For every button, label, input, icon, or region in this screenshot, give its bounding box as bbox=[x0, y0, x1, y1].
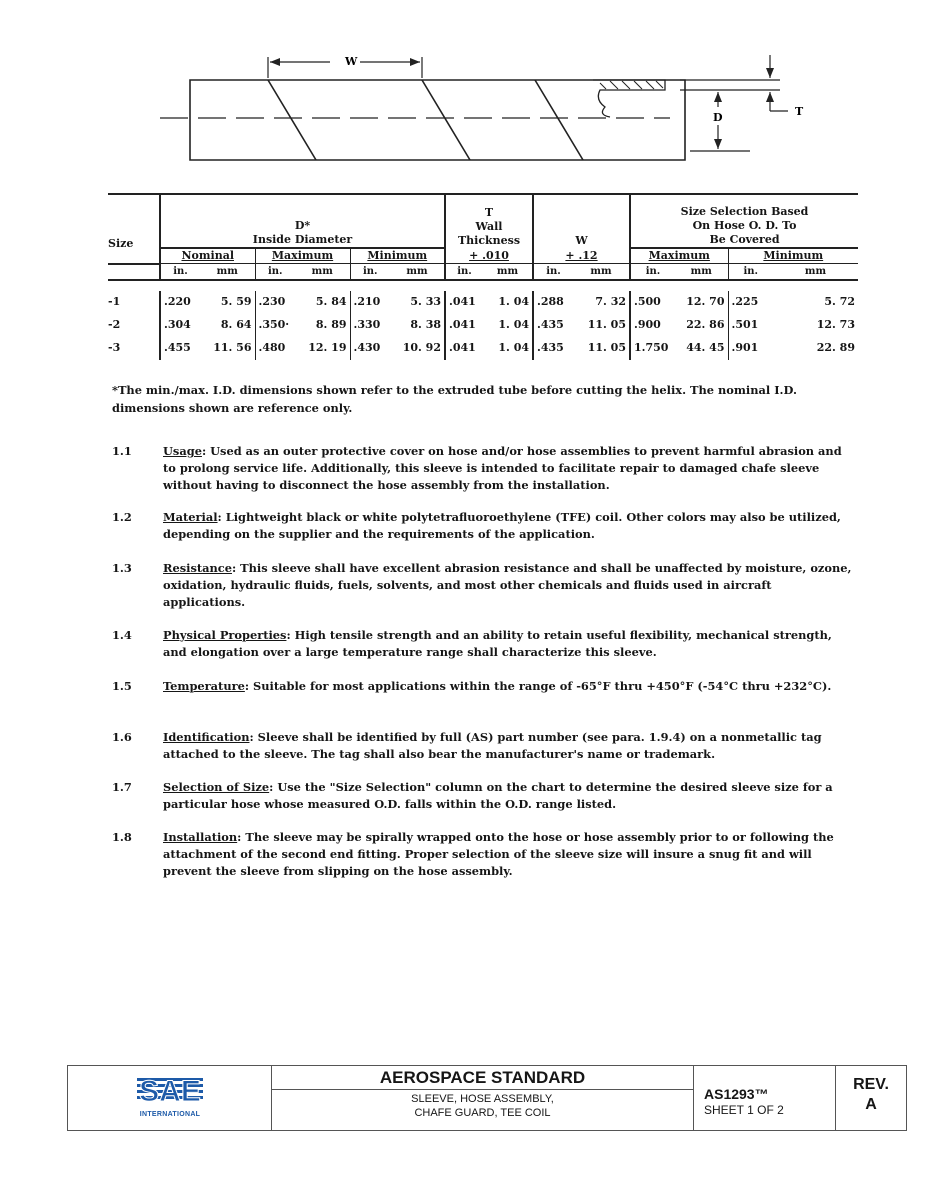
cell: 8. 89 bbox=[315, 318, 347, 331]
paragraph-number: 1.5 bbox=[112, 679, 132, 693]
cell: 11. 56 bbox=[213, 341, 252, 354]
document-title: SLEEVE, HOSE ASSEMBLY, CHAFE GUARD, TEE COIL bbox=[411, 1093, 554, 1119]
cell-size: -1 bbox=[108, 295, 121, 308]
cell: 1.750 bbox=[630, 337, 675, 360]
helix-line-1 bbox=[268, 80, 316, 160]
cell: .041 bbox=[445, 314, 483, 337]
unit-mm: mm bbox=[675, 264, 728, 280]
revision-label: REV. bbox=[853, 1076, 889, 1093]
logo-subtitle: INTERNATIONAL bbox=[139, 1111, 201, 1118]
table-row bbox=[108, 291, 858, 314]
selection-header-2: On Hose O. D. To bbox=[692, 219, 797, 232]
cell: 12. 19 bbox=[308, 341, 347, 354]
cell: .430 bbox=[350, 337, 390, 360]
paragraph-number: 1.7 bbox=[112, 780, 132, 794]
unit-mm: mm bbox=[483, 264, 533, 280]
paragraph-heading: Material bbox=[163, 510, 218, 524]
paragraph-number: 1.1 bbox=[112, 444, 132, 458]
nominal-header: Nominal bbox=[160, 248, 255, 264]
cell: .210 bbox=[350, 291, 390, 314]
cell: .901 bbox=[728, 337, 773, 360]
paragraph-heading: Selection of Size bbox=[163, 780, 270, 794]
sheet-number: SHEET 1 OF 2 bbox=[704, 1103, 784, 1117]
revision-cell bbox=[836, 1066, 906, 1130]
cell: 22. 89 bbox=[816, 341, 855, 354]
sae-logo bbox=[105, 1073, 235, 1121]
svg-text:SAE: SAE bbox=[139, 1075, 201, 1108]
paragraph-text: High tensile strength and an ability to retain useful flexibility, mechanical strength, and elongation over a large temperature range shall characterize this sleeve. bbox=[163, 628, 832, 659]
size-header: Size bbox=[108, 194, 160, 264]
unit-in: in. bbox=[160, 264, 200, 280]
unit-mm: mm bbox=[200, 264, 255, 280]
unit-mm: mm bbox=[390, 264, 445, 280]
cell: .900 bbox=[630, 314, 675, 337]
wall-header-mark: T bbox=[484, 206, 494, 219]
paragraph-heading: Resistance bbox=[163, 561, 232, 575]
cell: 8. 38 bbox=[410, 318, 441, 331]
title-block bbox=[67, 1065, 907, 1131]
wall-header-thickness: Thickness bbox=[457, 234, 521, 247]
paragraph-text: Used as an outer protective cover on hose and/or hose assemblies to prevent harmful abrasion and to prolong service life. Additionally, this sleeve is intended to facilitate repair to damaged chafe sleeve without having to disconnect the hose assembly from the installation. bbox=[163, 444, 842, 492]
sae-logo-mark bbox=[105, 1073, 235, 1109]
cell: 1. 04 bbox=[498, 318, 529, 331]
cell: 5. 72 bbox=[824, 295, 855, 308]
sleeve-diagram bbox=[150, 45, 810, 175]
footnote: *The min./max. I.D. dimensions shown refer to the extruded tube before cutting the helix. The nominal I.D. dimensions shown are reference only. bbox=[112, 383, 797, 415]
cell: .455 bbox=[160, 337, 200, 360]
d-dimension-label: D bbox=[713, 111, 723, 124]
paragraph-heading: Identification bbox=[163, 730, 250, 744]
selection-header-3: Be Covered bbox=[709, 233, 780, 246]
cell: .220 bbox=[160, 291, 200, 314]
cell: 44. 45 bbox=[686, 341, 725, 354]
w-header: W bbox=[575, 234, 588, 247]
unit-in: in. bbox=[350, 264, 390, 280]
paragraph-number: 1.4 bbox=[112, 628, 132, 642]
unit-in: in. bbox=[445, 264, 483, 280]
tube-outline bbox=[190, 80, 685, 160]
unit-mm: mm bbox=[773, 264, 858, 280]
cell: 12. 73 bbox=[816, 318, 855, 331]
table-row bbox=[108, 314, 858, 337]
helix-line-3 bbox=[535, 80, 583, 160]
id-header: Inside Diameter bbox=[252, 233, 353, 246]
cell: .041 bbox=[445, 291, 483, 314]
cell: .350· bbox=[255, 314, 295, 337]
maximum-header: Maximum bbox=[255, 248, 350, 264]
cell: 12. 70 bbox=[686, 295, 725, 308]
paragraph-text: The sleeve may be spirally wrapped onto the hose or hose assembly prior to or following the attachment of the second end fitting. Proper selection of the sleeve size will insure a snug fit and will prevent the sleeve from slipping on the hose assembly. bbox=[163, 830, 834, 878]
cell: .288 bbox=[533, 291, 573, 314]
cell: .304 bbox=[160, 314, 200, 337]
paragraph-heading: Installation bbox=[163, 830, 238, 844]
t-dimension-label: T bbox=[795, 105, 804, 118]
cell: 7. 32 bbox=[595, 295, 626, 308]
minimum-header: Minimum bbox=[350, 248, 445, 264]
paragraph-heading: Temperature bbox=[163, 679, 245, 693]
cell-size: -3 bbox=[108, 341, 121, 354]
paragraph-heading: Usage bbox=[163, 444, 202, 458]
cell: .230 bbox=[255, 291, 295, 314]
paragraph-number: 1.6 bbox=[112, 730, 132, 744]
unit-mm: mm bbox=[573, 264, 630, 280]
paragraph-text: Sleeve shall be identified by full (AS) part number (see para. 1.9.4) on a nonmetallic tag attached to the sleeve. The tag shall also bear the manufacturer's name or trademark. bbox=[163, 730, 822, 761]
cell: .480 bbox=[255, 337, 295, 360]
paragraph-number: 1.8 bbox=[112, 830, 132, 844]
cell: 5. 84 bbox=[315, 295, 347, 308]
paragraph-heading: Physical Properties bbox=[163, 628, 287, 642]
table-row bbox=[108, 337, 858, 360]
w-tolerance: + .12 bbox=[533, 248, 630, 264]
cell: 8. 64 bbox=[220, 318, 252, 331]
id-header-mark: D* bbox=[294, 219, 311, 232]
cell: .225 bbox=[728, 291, 773, 314]
cell: 5. 59 bbox=[220, 295, 252, 308]
paragraph-text: Suitable for most applications within the range of -65°F thru +450°F (-54°C thru +232°C). bbox=[253, 679, 832, 693]
unit-in: in. bbox=[255, 264, 295, 280]
paragraph-text: This sleeve shall have excellent abrasion resistance and shall be unaffected by moisture, ozone, oxidation, hydraulic fluids, fuels, solvents, and most other chemicals and fluids used in aircraft applications. bbox=[163, 561, 852, 609]
paragraph-text: Use the "Size Selection" column on the chart to determine the desired sleeve size for a particular hose whose measured O.D. falls within the O.D. range listed. bbox=[163, 780, 833, 811]
cell: .501 bbox=[728, 314, 773, 337]
standard-type: AEROSPACE STANDARD bbox=[272, 1066, 693, 1090]
unit-mm: mm bbox=[295, 264, 350, 280]
paragraph-number: 1.2 bbox=[112, 510, 132, 524]
cell: 11. 05 bbox=[587, 318, 626, 331]
cell: 11. 05 bbox=[587, 341, 626, 354]
cell: 1. 04 bbox=[498, 295, 529, 308]
logo-cell bbox=[68, 1066, 272, 1130]
paragraph-text: Lightweight black or white polytetrafluoroethylene (TFE) coil. Other colors may also be utilized, depending on the supplier and the requirements of the application. bbox=[163, 510, 841, 541]
wall-header: Wall bbox=[475, 220, 503, 233]
dimension-table bbox=[108, 193, 858, 360]
number-cell bbox=[694, 1066, 836, 1130]
document-number: AS1293™ bbox=[704, 1086, 769, 1102]
unit-in: in. bbox=[728, 264, 773, 280]
cell: .330 bbox=[350, 314, 390, 337]
cell-size: -2 bbox=[108, 318, 121, 331]
selection-maximum-header: Maximum bbox=[630, 248, 728, 264]
unit-in: in. bbox=[630, 264, 675, 280]
cell: .435 bbox=[533, 337, 573, 360]
cell: .041 bbox=[445, 337, 483, 360]
cell: 1. 04 bbox=[498, 341, 529, 354]
cell: .435 bbox=[533, 314, 573, 337]
helix-line-2 bbox=[422, 80, 470, 160]
wall-tolerance: + .010 bbox=[445, 248, 533, 264]
cell: .500 bbox=[630, 291, 675, 314]
unit-in: in. bbox=[533, 264, 573, 280]
revision-value: A bbox=[865, 1096, 877, 1113]
cell: 22. 86 bbox=[686, 318, 725, 331]
cell: 5. 33 bbox=[410, 295, 441, 308]
selection-minimum-header: Minimum bbox=[728, 248, 858, 264]
paragraph-number: 1.3 bbox=[112, 561, 132, 575]
selection-header-1: Size Selection Based bbox=[680, 205, 809, 218]
cell: 10. 92 bbox=[402, 341, 441, 354]
title-cell bbox=[272, 1066, 694, 1130]
w-dimension-label: W bbox=[345, 55, 358, 68]
